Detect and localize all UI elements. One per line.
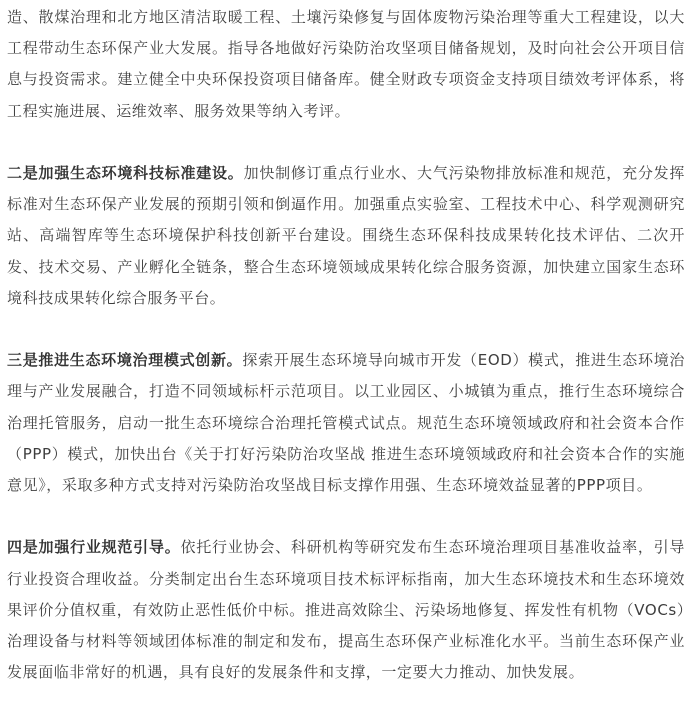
paragraph-3: [7, 345, 685, 501]
paragraph-2-lead: 二是加强生态环境科技标准建设。: [7, 164, 244, 182]
paragraph-3-text: 探索开展生态环境导向城市开发（EOD）模式，推进生态环境治理与产业发展融合，打造不同领域标杆示范项目。以工业园区、小城镇为重点，推行生态环境综合治理托管服务，启动一批生态环境综合治理托管模式试点。规范生态环境领域政府和社会资本合作（PPP）模式，加快出台《关于打好污染防治攻坚战 推进生态环境领域政府和社会资本合作的实施意见》，采取多种方式支持对污染防治攻坚战目标支撑作用强、生态环境效益显著的PPP项目。: [7, 351, 685, 495]
paragraph-4-text: 依托行业协会、科研机构等研究发布生态环境治理项目基准收益率，引导行业投资合理收益。分类制定出台生态环境项目技术标评标指南，加大生态环境技术和生态环境效果评价分值权重，有效防止恶性低价中标。推进高效除尘、污染场地修复、挥发性有机物（VOCs）治理设备与材料等领域团体标准的制定和发布，提高生态环保产业标准化水平。当前生态环保产业发展面临非常好的机遇，具有良好的发展条件和支撑，一定要大力推动、加快发展。: [7, 538, 685, 682]
article-body: [7, 2, 685, 688]
paragraph-2-text: 加快制修订重点行业水、大气污染物排放标准和规范，充分发挥标准对生态环保产业发展的预期引领和倒逼作用。加强重点实验室、工程技术中心、科学观测研究站、高端智库等生态环境保护科技创新平台建设。围绕生态环保科技成果转化技术评估、二次开发、技术交易、产业孵化全链条，整合生态环境领域成果转化综合服务资源，加快建立国家生态环境科技成果转化综合服务平台。: [7, 164, 685, 307]
paragraph-2: [7, 158, 685, 314]
paragraph-1: [7, 2, 685, 127]
paragraph-3-lead: 三是推进生态环境治理模式创新。: [7, 351, 243, 370]
paragraph-4: [7, 532, 685, 688]
paragraph-4-lead: 四是加强行业规范引导。: [7, 538, 181, 557]
paragraph-1-text: 造、散煤治理和北方地区清洁取暖工程、土壤污染修复与固体废物污染治理等重大工程建设，以大工程带动生态环保产业大发展。指导各地做好污染防治攻坚项目储备规划，及时向社会公开项目信息与投资需求。建立健全中央环保投资项目储备库。健全财政专项资金支持项目绩效考评体系，将工程实施进展、运维效率、服务效果等纳入考评。: [7, 8, 685, 120]
